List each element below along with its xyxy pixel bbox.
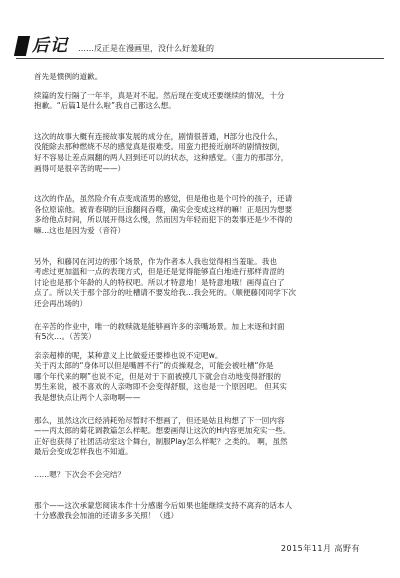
header-divider [16, 58, 384, 59]
paragraph-next-plans: 那么，虽然这次已经消耗殆尽暂时不想画了，但还是姑且构想了下一回内容 ——丙太郎的菊花调教篇怎么样呢。想要画得让这次的H内容更加充实一些。 正好也获得了社团活动室这个舞台，制服Play怎么样呢？之类的。 啊，虽然 最后会变成怎样我也不知道。 [34, 415, 291, 457]
afterword-subtitle: ……反正是在漫画里，没什么好羞耻的 [78, 44, 214, 53]
paragraph-sequel-delay: 续篇的发行隔了一年半，真是对不起。然后现在变成还要继续的情况，十分 抱歉。“后篇1是什么啦”我自己都这么想。 [34, 90, 285, 111]
paragraph-apology: 首先是惯例的道歉。 [34, 72, 103, 81]
paragraph-riverside-scene: 另外，和藤冈在河边的那个场景，作为作者本人我也觉得相当羞耻。我也 考虑过更加温和一点的表现方式，但是还是觉得能够直白地进行那样青涩的 讨论也是那个年龄的人的特权吧。所以才特意地！是特意地哦！画得直白了 点了。所以关于那个部分的吐槽请不要发给我…我会死的。（顺便藤冈同学下次 还会再出场的） [34, 256, 296, 308]
afterword-title: 后记 [32, 36, 68, 56]
afterword-body [34, 72, 368, 522]
header-accent-bar [14, 36, 30, 56]
paragraph-kiss-scenes: 在辛苦的作业中，唯一的救赎就是能够画许多的亲嘴场景。加上末逐和封面 有5次…。（苦笑） [34, 321, 285, 342]
paragraph-kissing-thoughts: 亲亲超棒的呢，某种意义上比做爱还要棒也说不定吧w。 关于丙太郎的“身体可以但是嘴唇不行”的贞操观念，可能会被吐槽“你是 哪个年代来的啊”也说不定，但是对于下面被摸几下就会自动地变得舒服的 男生来说，被不喜欢的人亲吻即不会变得舒服，这也是一个原因吧。 但其实 我是想快点让两个人亲吻啊—— [34, 350, 288, 403]
signature-date-author: 2015年11月 高野有 [280, 544, 360, 553]
paragraph-completion-question: ……嗯？下次会不会完结？ [34, 470, 126, 480]
paragraph-story-comments: 这次的故事大概有连接故事发展的成分在，剧情很普通，H部分也没什么， 没能除去那种燃烧不尽的感觉真是很难受。用蛮力把接近崩坏的剧情按倒， 好不容易让差点闹翻的两人回到还可以的状态，这种感觉。（蛮力的那部分， 画得可是很辛苦的呢——） [34, 131, 289, 173]
paragraph-character-comments: 这次的作品，虽然险介有点变成渣男的感觉，但是他也是个可怜的孩子，还请 各位原谅他。被青春期的巨浪翻间吞噬，确实会变成这样的嘛！正是因为想要 多给他点时间，所以展开得这么慢，然而因为年轻而犯下的轰事还是少不得的 嘛…这也是因为爱（音符） [34, 194, 293, 235]
paragraph-thanks: 那个——这次承蒙您阅读本作十分感谢今后如果也能继续支持不离弃的话本人 十分感激我会加油的还请多多关照！（逃） [34, 500, 293, 521]
afterword-header [16, 30, 384, 56]
